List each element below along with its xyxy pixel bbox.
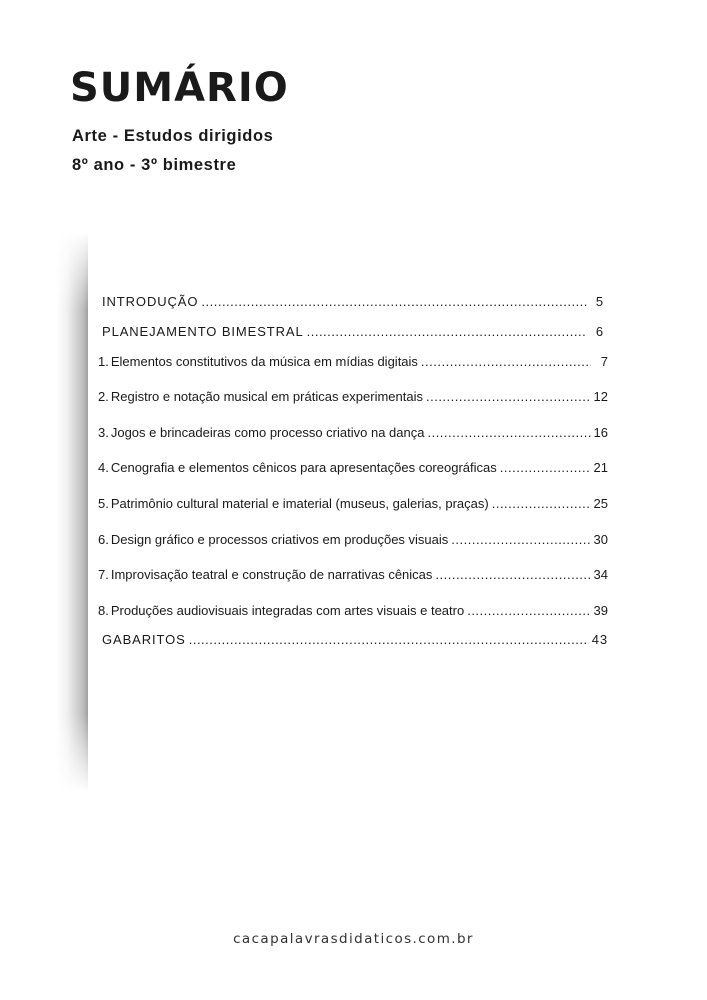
toc-entry-4[interactable] [98, 460, 608, 478]
toc-entry-label: Registro e notação musical em práticas experimentais [110, 389, 423, 404]
toc-entry-page: 25 [593, 496, 608, 511]
toc-entry-page: 6 [595, 324, 604, 339]
toc-leader-dots [427, 425, 590, 440]
toc-entry-page: 21 [593, 460, 608, 475]
toc-entry-label: INTRODUÇÃO [102, 294, 199, 309]
toc-entry-label: Patrimônio cultural material e imaterial (museus, galerias, praças) [110, 496, 489, 511]
toc-entry-label: Produções audiovisuais integradas com artes visuais e teatro [110, 603, 465, 618]
toc-entry-number: 2. [98, 389, 109, 404]
toc-leader-dots [201, 294, 587, 309]
toc-entry-gabaritos[interactable] [102, 632, 608, 650]
toc-entry-introducao[interactable] [102, 294, 608, 312]
toc-entry-label: Improvisação teatral e construção de narrativas cênicas [110, 567, 433, 582]
subject-subtitle: Arte - Estudos dirigidos [72, 127, 274, 145]
toc-entry-number: 8. [98, 603, 109, 618]
toc-entry-page: 5 [595, 294, 604, 309]
footer-website: cacapalavrasdidaticos.com.br [233, 931, 474, 947]
toc-entry-planejamento[interactable] [102, 324, 608, 342]
toc-entry-8[interactable] [98, 603, 608, 621]
toc-entry-label: PLANEJAMENTO BIMESTRAL [102, 324, 304, 339]
toc-entry-1[interactable] [98, 354, 608, 372]
toc-entry-label: Elementos constitutivos da música em mídias digitais [110, 354, 418, 369]
toc-leader-dots [421, 354, 591, 369]
toc-entry-number: 5. [98, 496, 109, 511]
page-edge-shadow [56, 232, 88, 792]
toc-leader-dots [189, 632, 589, 647]
toc-leader-dots [435, 567, 590, 582]
toc-entry-page: 7 [600, 354, 608, 369]
toc-entry-6[interactable] [98, 532, 608, 550]
toc-entry-number: 7. [98, 567, 109, 582]
toc-entry-3[interactable] [98, 425, 608, 443]
toc-entry-page: 16 [593, 425, 608, 440]
toc-leader-dots [500, 460, 591, 475]
toc-leader-dots [426, 389, 591, 404]
toc-entry-number: 4. [98, 460, 109, 475]
toc-entry-page: 12 [593, 389, 608, 404]
toc-leader-dots [492, 496, 591, 511]
toc-entry-page: 39 [593, 603, 608, 618]
toc-entry-7[interactable] [98, 567, 608, 585]
toc-entry-2[interactable] [98, 389, 608, 407]
toc-leader-dots [467, 603, 590, 618]
toc-entry-page: 43 [591, 632, 608, 647]
toc-leader-dots [307, 324, 587, 339]
toc-entry-number: 6. [98, 532, 109, 547]
toc-entry-number: 1. [98, 354, 109, 369]
toc-entry-5[interactable] [98, 496, 608, 514]
toc-entry-label: Jogos e brincadeiras como processo criativo na dança [110, 425, 425, 440]
toc-entry-number: 3. [98, 425, 109, 440]
grade-term-subtitle: 8º ano - 3º bimestre [72, 156, 237, 174]
toc-entry-label: GABARITOS [102, 632, 186, 647]
toc-entry-label: Cenografia e elementos cênicos para apresentações coreográficas [110, 460, 497, 475]
page-title: SUMÁRIO [70, 65, 289, 111]
toc-entry-page: 34 [593, 567, 608, 582]
toc-entry-page: 30 [593, 532, 608, 547]
toc-leader-dots [451, 532, 590, 547]
toc-entry-label: Design gráfico e processos criativos em produções visuais [110, 532, 449, 547]
